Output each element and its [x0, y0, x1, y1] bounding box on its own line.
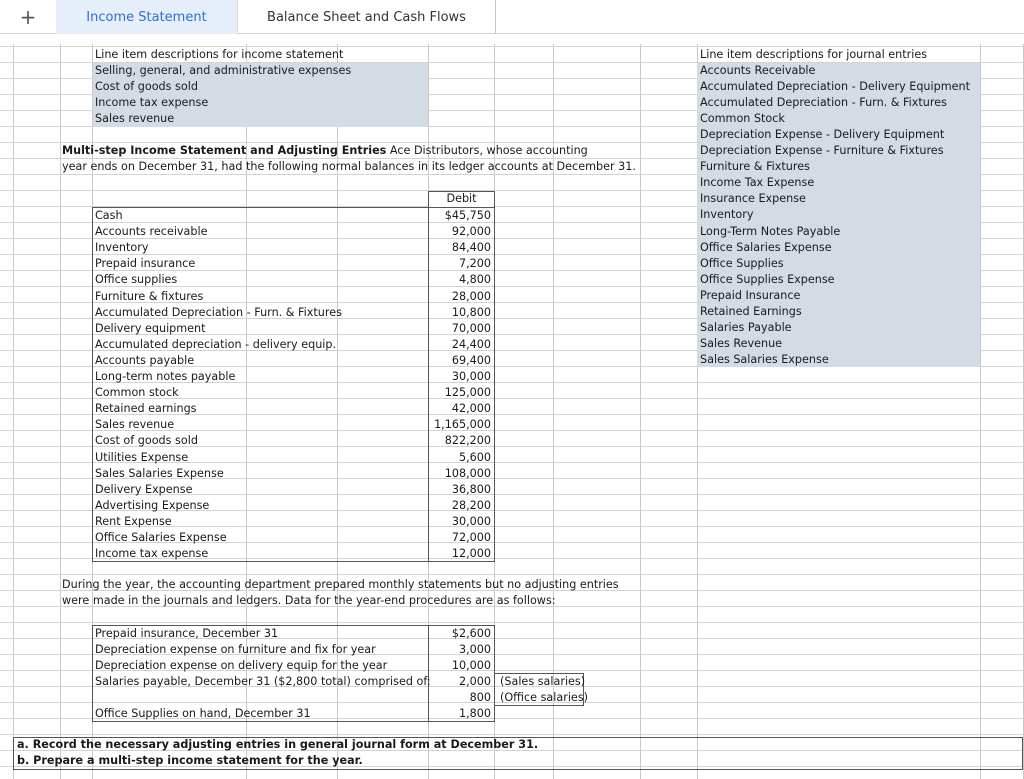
add-sheet-button[interactable]: [0, 0, 56, 34]
journal-line-item[interactable]: Income Tax Expense: [700, 176, 815, 190]
journal-line-item[interactable]: Office Salaries Expense: [700, 240, 832, 254]
journal-line-item[interactable]: Inventory: [700, 208, 754, 222]
journal-line-items-header: Line item descriptions for journal entries: [700, 48, 928, 61]
ledger-account[interactable]: Sales revenue: [95, 418, 175, 432]
journal-line-item[interactable]: Retained Earnings: [700, 304, 802, 318]
income-line-item[interactable]: Income tax expense: [95, 96, 209, 109]
journal-line-item[interactable]: Accumulated Depreciation - Delivery Equipment: [700, 80, 970, 94]
ledger-debit-value[interactable]: 822,200: [444, 434, 491, 448]
tab-label: Balance Sheet and Cash Flows: [267, 9, 466, 25]
journal-line-item[interactable]: Depreciation Expense - Delivery Equipment: [700, 128, 945, 142]
ledger-account[interactable]: Accounts receivable: [95, 225, 208, 239]
adjustment-label[interactable]: Salaries payable, December 31 ($2,800 total) comprised of:: [95, 675, 431, 688]
adjust-intro-line-2: were made in the journals and ledgers. Data for the year-end procedures are as follows:: [62, 594, 556, 607]
income-line-item[interactable]: Cost of goods sold: [95, 80, 198, 93]
ledger-account[interactable]: Cost of goods sold: [95, 434, 198, 448]
ledger-debit-value[interactable]: 69,400: [451, 353, 491, 367]
problem-title-rest: Ace Distributors, whose accounting: [386, 144, 588, 157]
plus-icon: +: [19, 5, 37, 29]
journal-line-item[interactable]: Sales Revenue: [700, 336, 783, 350]
journal-line-item[interactable]: Furniture & Fixtures: [700, 160, 810, 174]
tab-balance-sheet[interactable]: [238, 0, 496, 34]
income-line-item[interactable]: Selling, general, and administrative expenses: [95, 64, 352, 77]
ledger-debit-value[interactable]: 42,000: [451, 402, 491, 416]
adjustment-value[interactable]: 10,000: [451, 659, 491, 672]
ledger-debit-value[interactable]: 10,800: [451, 305, 491, 319]
ledger-debit-value[interactable]: 24,400: [451, 337, 491, 351]
ledger-debit-value[interactable]: 28,000: [451, 289, 491, 303]
ledger-account[interactable]: Advertising Expense: [95, 498, 210, 512]
problem-title-bold: Multi-step Income Statement and Adjusting Entries: [62, 144, 387, 157]
ledger-debit-value[interactable]: 7,200: [458, 257, 491, 271]
ledger-account[interactable]: Income tax expense: [95, 547, 209, 561]
journal-line-item[interactable]: Salaries Payable: [700, 320, 792, 334]
ledger-debit-value[interactable]: 70,000: [451, 321, 491, 335]
ledger-account[interactable]: Sales Salaries Expense: [95, 466, 224, 480]
adjustment-value[interactable]: 1,800: [458, 707, 491, 720]
journal-line-item[interactable]: Accounts Receivable: [700, 64, 816, 77]
journal-line-item[interactable]: Accumulated Depreciation - Furn. & Fixtures: [700, 96, 947, 110]
adjustment-value[interactable]: 3,000: [458, 643, 491, 656]
ledger-account[interactable]: Cash: [95, 209, 123, 222]
journal-line-item[interactable]: Long-Term Notes Payable: [700, 224, 841, 238]
row-line: [0, 574, 1024, 575]
journal-line-item[interactable]: Sales Salaries Expense: [700, 352, 829, 366]
ledger-debit-value[interactable]: 12,000: [451, 547, 491, 561]
journal-line-item[interactable]: Insurance Expense: [700, 192, 806, 206]
problem-title: [62, 143, 588, 159]
journal-line-item[interactable]: Office Supplies Expense: [700, 272, 835, 286]
adjustment-label[interactable]: Prepaid insurance, December 31: [95, 627, 279, 640]
instruction-a: a. Record the necessary adjusting entries in general journal form at December 31.: [17, 738, 539, 751]
adjustment-label[interactable]: Depreciation expense on furniture and fix for year: [95, 643, 376, 656]
journal-line-item[interactable]: Office Supplies: [700, 256, 784, 270]
income-line-items-header: Line item descriptions for income statement: [95, 48, 344, 61]
ledger-account[interactable]: Prepaid insurance: [95, 257, 196, 271]
ledger-account[interactable]: Furniture & fixtures: [95, 289, 204, 303]
ledger-debit-value[interactable]: 30,000: [451, 370, 491, 383]
ledger-account[interactable]: Rent Expense: [95, 514, 172, 528]
row-line: [0, 734, 1024, 735]
ledger-debit-value[interactable]: 125,000: [444, 386, 491, 400]
problem-line-2: year ends on December 31, had the following normal balances in its ledger accounts at December 31.: [62, 160, 636, 173]
adjustment-note: (Office salaries): [500, 691, 589, 704]
ledger-account[interactable]: Delivery equipment: [95, 321, 206, 335]
adjust-intro-line-1: During the year, the accounting department prepared monthly statements but no adjusting entries: [62, 578, 619, 591]
ledger-account[interactable]: Inventory: [95, 241, 149, 255]
ledger-column-divider: [428, 207, 429, 562]
ledger-account[interactable]: Long-term notes payable: [95, 370, 236, 383]
journal-line-item[interactable]: Prepaid Insurance: [700, 288, 801, 302]
ledger-account[interactable]: Accounts payable: [95, 353, 195, 367]
ledger-debit-value[interactable]: 36,800: [451, 482, 491, 496]
adjustment-note: (Sales salaries): [500, 675, 586, 688]
ledger-account[interactable]: Delivery Expense: [95, 482, 193, 496]
tab-income-statement[interactable]: [56, 0, 238, 34]
adjustment-value[interactable]: $2,600: [451, 627, 491, 640]
adjustment-value[interactable]: 800: [469, 691, 491, 704]
journal-line-item[interactable]: Common Stock: [700, 112, 785, 126]
ledger-debit-value[interactable]: 1,165,000: [434, 418, 491, 432]
tab-label: Income Statement: [86, 9, 207, 25]
ledger-account[interactable]: Retained earnings: [95, 402, 197, 416]
journal-line-item[interactable]: Depreciation Expense - Furniture & Fixtures: [700, 144, 944, 158]
ledger-account[interactable]: Accumulated Depreciation - Furn. & Fixtures: [95, 305, 342, 319]
ledger-account[interactable]: Accumulated depreciation - delivery equip.: [95, 337, 337, 351]
row-line: [0, 622, 1024, 623]
ledger-account[interactable]: Common stock: [95, 386, 179, 400]
ledger-debit-value[interactable]: 28,200: [451, 498, 491, 512]
ledger-debit-value[interactable]: $45,750: [444, 209, 491, 222]
adjustment-value[interactable]: 2,000: [458, 675, 491, 688]
debit-header: Debit: [446, 192, 477, 205]
sheet-tab-bar: [0, 0, 1024, 34]
ledger-debit-value[interactable]: 5,600: [458, 450, 491, 464]
ledger-debit-value[interactable]: 92,000: [451, 225, 491, 239]
ledger-debit-value[interactable]: 30,000: [451, 514, 491, 528]
adjustment-label[interactable]: Office Supplies on hand, December 31: [95, 707, 311, 720]
instruction-b: b. Prepare a multi-step income statement for the year.: [17, 754, 363, 767]
ledger-debit-value[interactable]: 108,000: [444, 466, 491, 480]
adjustment-label[interactable]: Depreciation expense on delivery equip for the year: [95, 659, 388, 672]
ledger-debit-value[interactable]: 4,800: [458, 273, 491, 287]
ledger-debit-value[interactable]: 72,000: [451, 531, 491, 544]
income-line-item[interactable]: Sales revenue: [95, 112, 175, 125]
ledger-account[interactable]: Office supplies: [95, 273, 178, 287]
ledger-debit-value[interactable]: 84,400: [451, 241, 491, 255]
ledger-account[interactable]: Utilities Expense: [95, 450, 189, 464]
ledger-account[interactable]: Office Salaries Expense: [95, 531, 227, 544]
